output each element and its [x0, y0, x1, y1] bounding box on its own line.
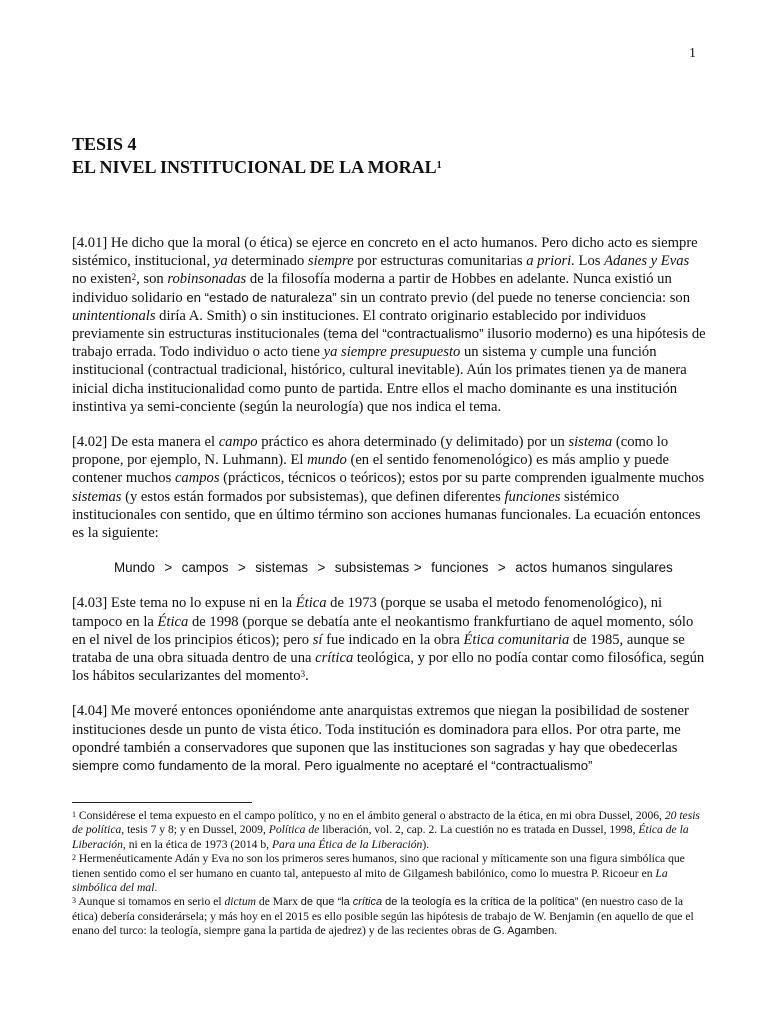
- thesis-title: EL NIVEL INSTITUCIONAL DE LA MORAL$^1$: [72, 157, 442, 177]
- thesis-heading: [72, 133, 712, 179]
- footnote-divider: [72, 802, 252, 803]
- thesis-number: TESIS 4: [72, 134, 137, 154]
- paragraph-4-03: [4.03] Este tema no lo expuse ni en la Ética de 1973 (porque se usaba el metodo fenomenológico), ni tampoco en la Ética de 1998 (porque se debatía ante el neokantismo frankfurtiano de aquel momento, sólo en el nivel de los principios éticos); pero sí fue indicado en la obra Ética comunitaria de 1985, aunque se trataba de una obra situada dentro de una crítica teológica, y por ello no podía contar como filosófica, según los hábitos secularizantes del momento$^3$.: [72, 595, 705, 685]
- body-text: [72, 234, 706, 792]
- equation: Mundo > campos > sistemas > subsistemas > funciones > actos humanos singulares: [114, 560, 673, 576]
- paragraph-4-01: [4.01] He dicho que la moral (o ética) se ejerce en concreto en el acto humanos. Pero dicho acto es siempre sistémico, institucional, ya determinado siempre por estructuras comunitarias a priori. Los Adanes y Evas no existen$^2$, son robinsonadas de la filosofía moderna a partir de Hobbes en adelante. Nunca existió un individuo solidario en “estado de naturaleza” sin un contrato previo (del puede no tenerse conciencia: son unintentionals diría A. Smith) o sin instituciones. El contrato originario establecido por individuos previamente sin estructuras institucionales (tema del “contractualismo” ilusorio moderno) es una hipótesis de trabajo errada. Todo individuo o acto tiene ya siempre presupuesto un sistema y cumple una función institucional (contractual tradicional, histórico, cultural inevitable). Aún los primates tienen ya de manera inicial dicha institucionalidad como punto de partida. Entre ellos el macho dominante es una institución instintiva ya semi-conciente (según la neurología) que nos indica el tema.: [72, 235, 706, 415]
- footnote-ref-1[interactable]: 1: [436, 160, 442, 171]
- paragraph-4-02: [4.02] De esta manera el campo práctico es ahora determinado (y delimitado) por un sistema (como lo propone, por ejemplo, N. Luhmann). El mundo (en el sentido fenomenológico) es más amplio y puede contener muchos campos (prácticos, técnicos o teóricos); estos por su parte comprenden igualmente muchos sistemas (y estos están formados por subsistemas), que definen diferentes funciones sistémico institucionales con sentido, que en último término son acciones humanas funcionales. La ecuación entonces es la siguiente:: [72, 434, 705, 542]
- footnotes: [72, 809, 706, 939]
- footnote-ref-3[interactable]: 3: [300, 669, 306, 680]
- paragraph-4-04: [4.04] Me moveré entonces oponiéndome ante anarquistas extremos que niegan la posibilidad de sostener instituciones desde un punto de vista ético. Toda institución es dominadora para ellos. Por otra parte, me opondré también a conservadores que suponen que las instituciones son sagradas y hay que obedecerlas siempre como fundamento de la moral. Pero igualmente no aceptaré el “contractualismo”: [72, 703, 689, 774]
- footnote-2: $^2$ Hermenéuticamente Adán y Eva no son los primeros seres humanos, sino que racional y míticamente son una figura simbólica que tienen sentido como el ser humano en cuanto tal, antepuesto al mito de Gilgamesh babilónico, como lo muestra P. Ricoeur en La simbólica del mal.: [72, 852, 685, 895]
- footnote-ref-2[interactable]: 2: [131, 272, 137, 283]
- footnote-1: $^1$ Considérese el tema expuesto en el campo político, y no en el ámbito general o abstracto de la ética, en mi obra Dussel, 2006, 20 tesis de política, tesis 7 y 8; y en Dussel, 2009, Política de liberación, vol. 2, cap. 2. La cuestión no es tratada en Dussel, 1998, Ética de la Liberación, ni en la ética de 1973 (2014 b, Para una Ética de la Liberación).: [72, 809, 700, 851]
- footnote-3: $^3$ Aunque si tomamos en serio el dictum de Marx de que “la crítica de la teología es la crítica de la política” (en nuestro caso de la ética) debería considerársela; y más hoy en el 2015 es ello posible según las hipótesis de trabajo de W. Benjamin (en aquello de que el enano del turco: la teología, siempre gana la partida de ajedrez) y de las recientes obras de G. Agamben.: [72, 895, 694, 938]
- page-number: 1: [689, 46, 696, 61]
